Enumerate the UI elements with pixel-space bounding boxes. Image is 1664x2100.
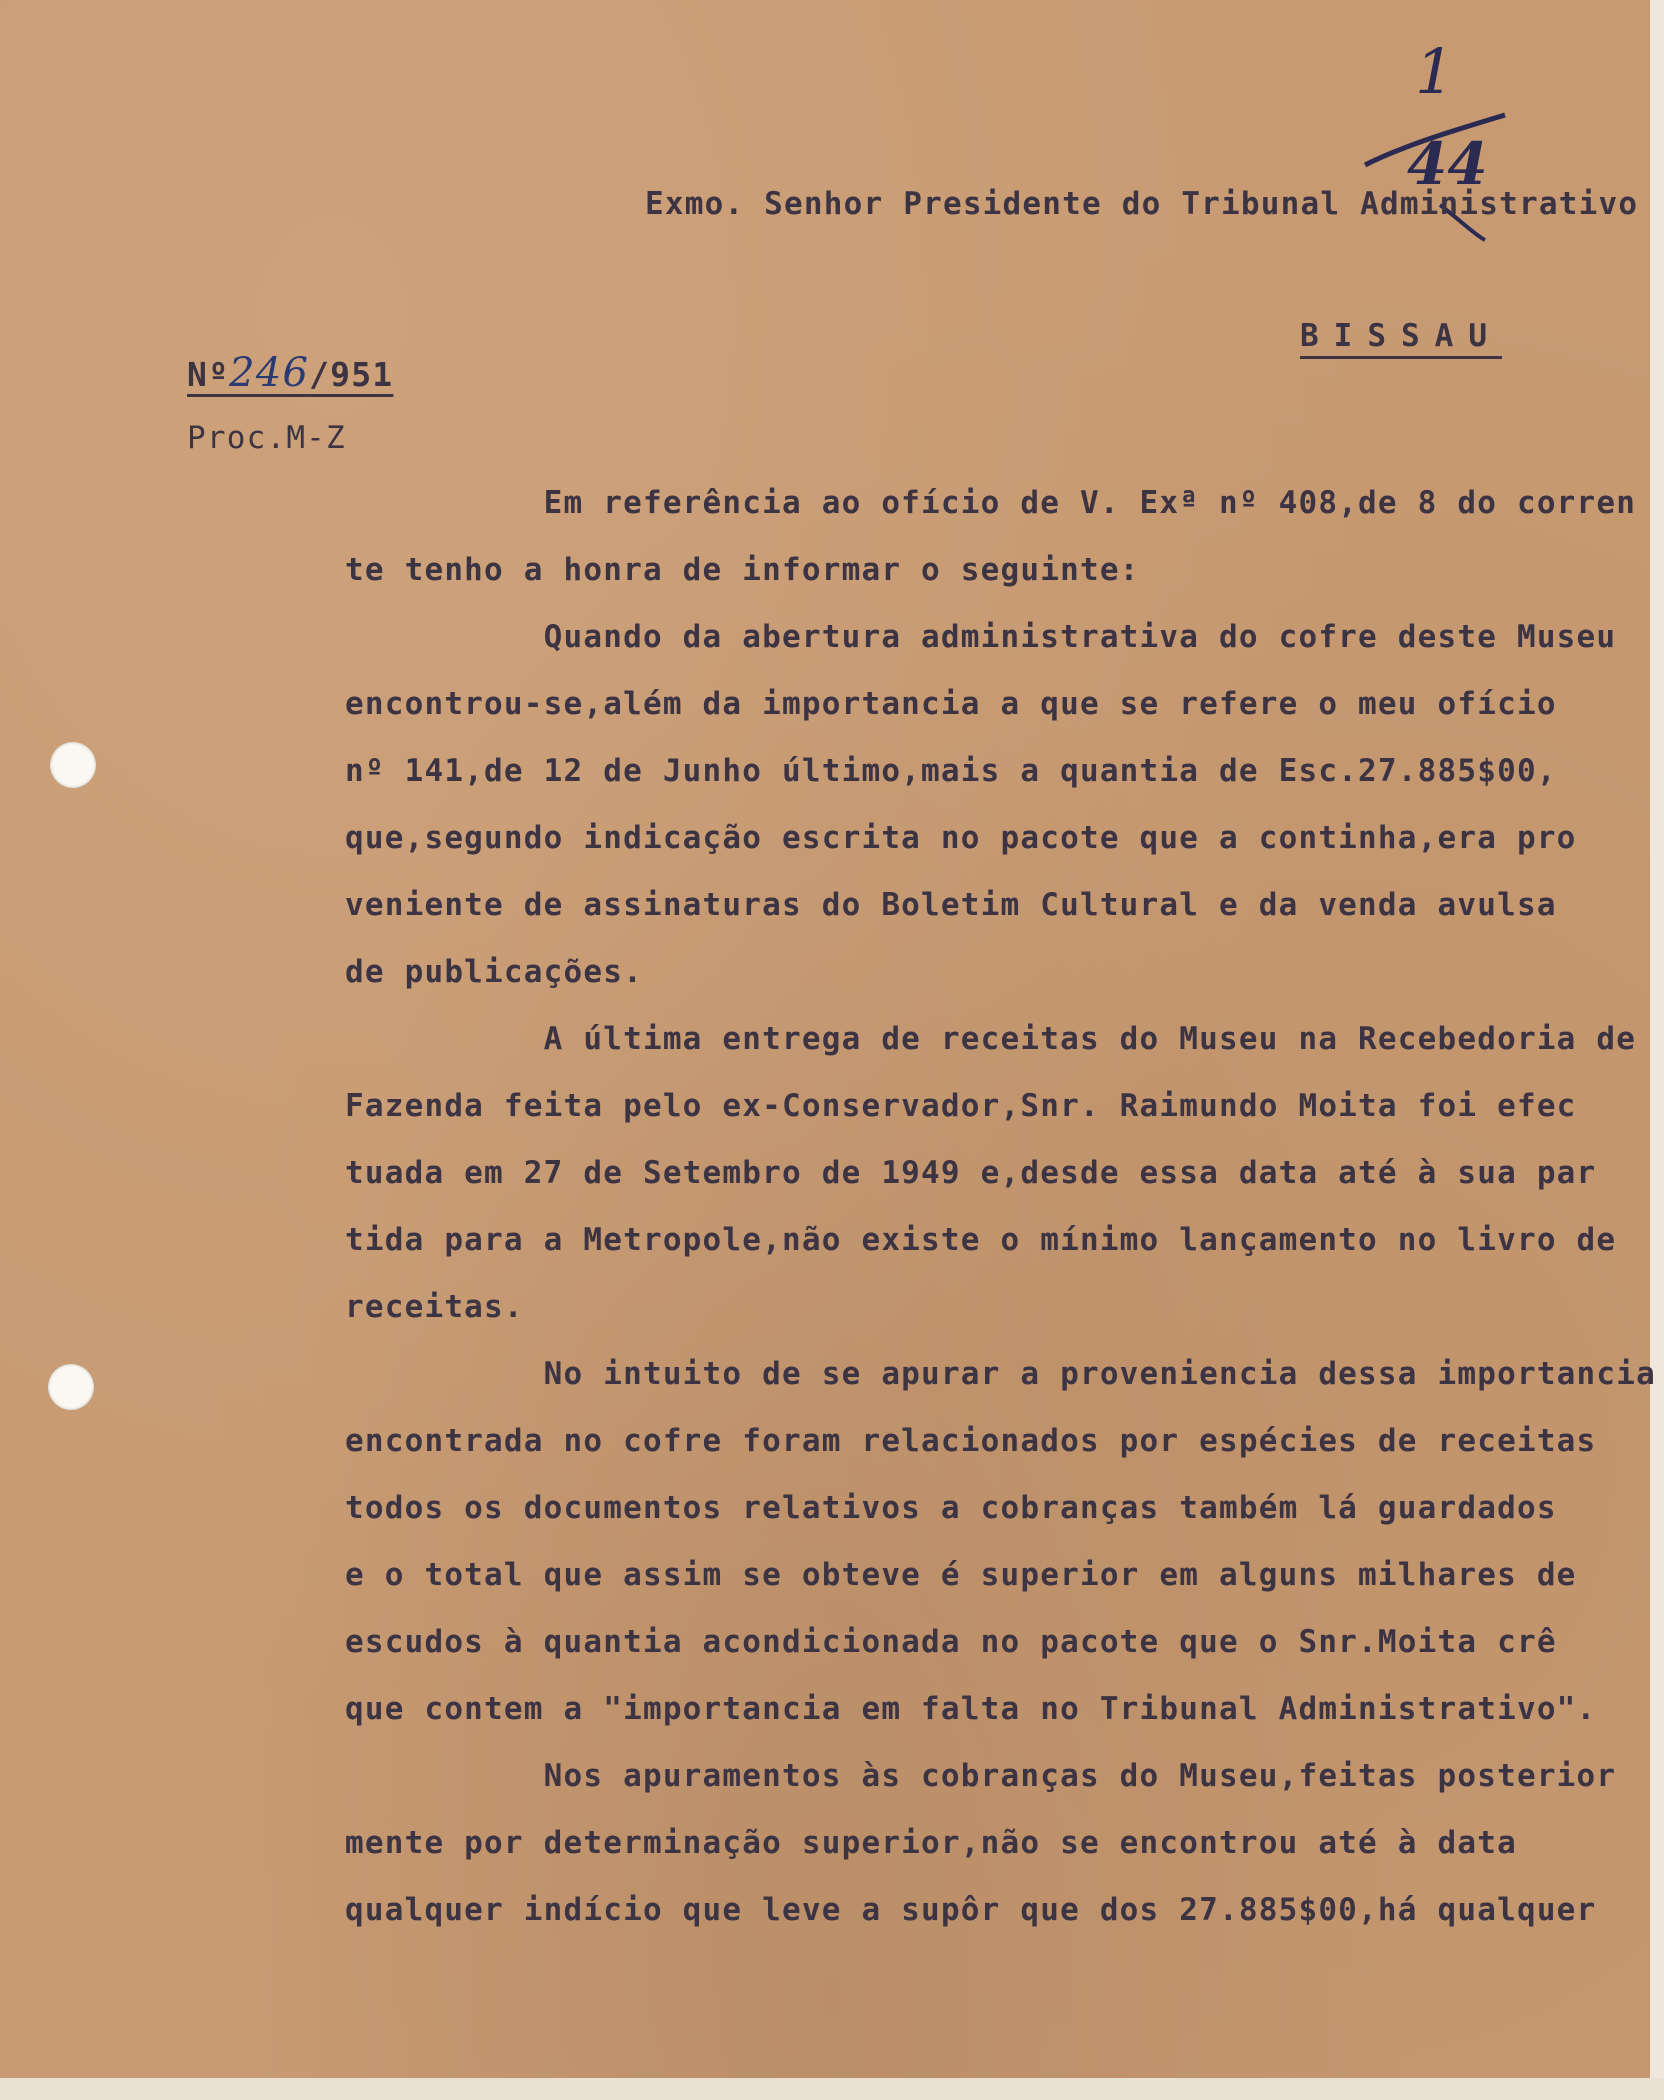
body-line: nº 141,de 12 de Junho último,mais a quantia de Esc.27.885$00, [345, 753, 1557, 789]
body-line: A última entrega de receitas do Museu na Recebedoria de [345, 1021, 1637, 1057]
body-line: que,segundo indicação escrita no pacote que a continha,era pro [345, 820, 1577, 856]
body-line: Em referência ao ofício de V. Exª nº 408,de 8 do corren [345, 485, 1637, 521]
body-line: receitas. [345, 1289, 524, 1325]
ref-suffix: /951 [309, 355, 394, 394]
body-line: encontrada no cofre foram relacionados por espécies de receitas [345, 1423, 1597, 1459]
body-line: mente por determinação superior,não se encontrou até à data [345, 1825, 1517, 1861]
body-line: encontrou-se,além da importancia a que se refere o meu ofício [345, 686, 1557, 722]
body-line: de publicações. [345, 954, 643, 990]
paper-edge-bottom [0, 2078, 1664, 2100]
body-line: No intuito de se apurar a proveniencia dessa importancia [345, 1356, 1656, 1392]
body-line: Nos apuramentos às cobranças do Museu,feitas posterior [345, 1758, 1617, 1794]
body-line: e o total que assim se obteve é superior em alguns milhares de [345, 1557, 1577, 1593]
body-line: Quando da abertura administrativa do cofre deste Museu [345, 619, 1617, 655]
reference-number [187, 350, 393, 396]
addressee-line: Exmo. Senhor Presidente do Tribunal Administrativo [645, 186, 1639, 222]
process-code: Proc.M-Z [187, 420, 346, 456]
folio-total: 44 [1407, 130, 1488, 198]
body-line: veniente de assinaturas do Boletim Cultural e da venda avulsa [345, 887, 1557, 923]
ref-handwritten-number: 246 [229, 350, 310, 396]
punch-hole-top [50, 742, 96, 788]
punch-hole-bottom [48, 1364, 94, 1410]
body-line: que contem a "importancia em falta no Tribunal Administrativo". [345, 1691, 1597, 1727]
ref-prefix: Nº [187, 355, 230, 394]
body-line: escudos à quantia acondicionada no pacote que o Snr.Moita crê [345, 1624, 1557, 1660]
body-line: qualquer indício que leve a supôr que dos 27.885$00,há qualquer [345, 1892, 1597, 1928]
folio-number: 1 [1415, 35, 1455, 108]
paper-edge-right [1650, 0, 1664, 2100]
body-line: tuada em 27 de Setembro de 1949 e,desde essa data até à sua par [345, 1155, 1597, 1191]
city-heading: BISSAU [1300, 318, 1502, 354]
body-line: Fazenda feita pelo ex-Conservador,Snr. Raimundo Moita foi efec [345, 1088, 1577, 1124]
body-line: todos os documentos relativos a cobranças também lá guardados [345, 1490, 1557, 1526]
body-line: te tenho a honra de informar o seguinte: [345, 552, 1140, 588]
body-line: tida para a Metropole,não existe o mínimo lançamento no livro de [345, 1222, 1617, 1258]
